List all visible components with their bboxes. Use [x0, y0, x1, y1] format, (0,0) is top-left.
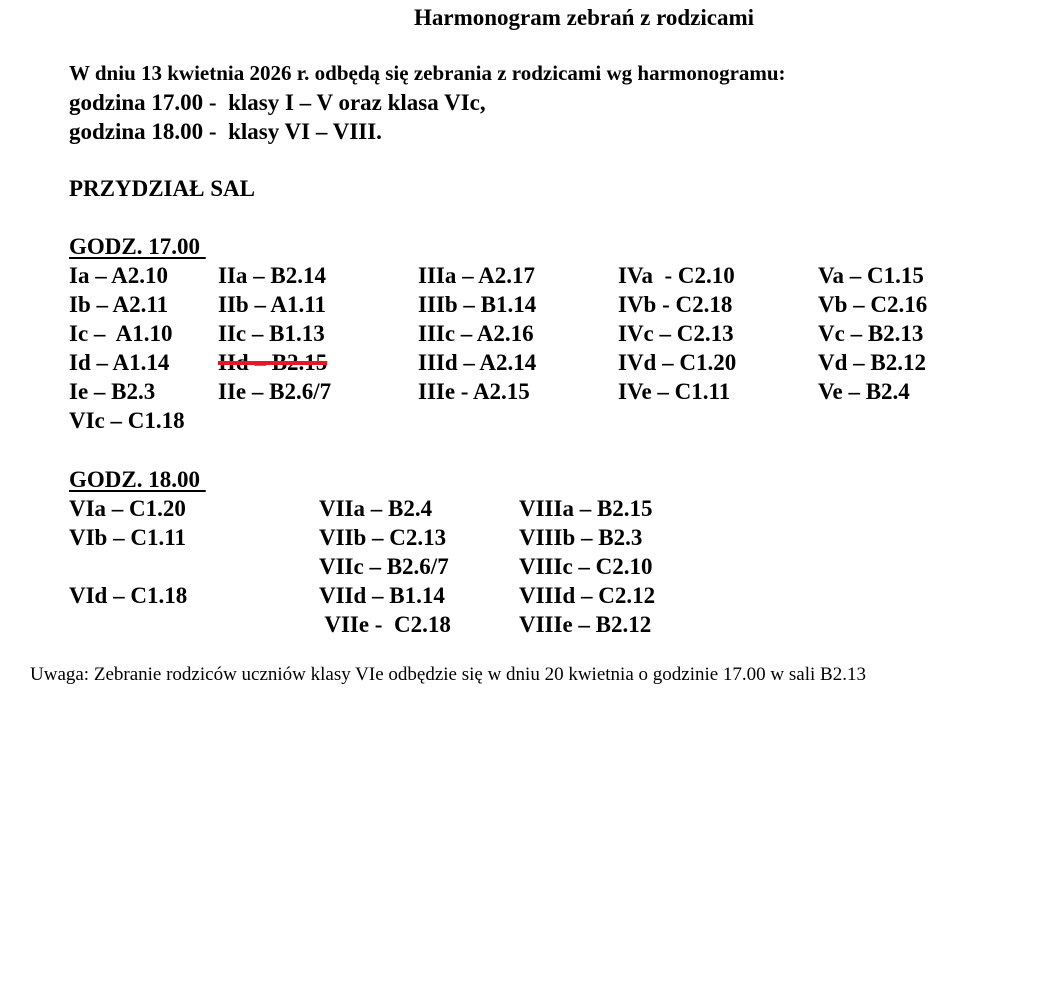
room-assignment: IIId – A2.14 [418, 350, 537, 375]
room-assignment: VIIb – C2.13 [319, 525, 447, 550]
room-assignment: VIIIa – B2.15 [519, 496, 653, 521]
room-assignment: Ia – A2.10 [69, 263, 169, 288]
room-assignment: VId – C1.18 [69, 583, 188, 608]
room-assignment: IVc – C2.13 [618, 321, 734, 346]
intro-line-18: godzina 18.00 - klasy VI – VIII. [69, 119, 382, 144]
room-assignment: VIIIe – B2.12 [519, 612, 652, 637]
room-assignment: Vb – C2.16 [818, 292, 928, 317]
room-assignment: Vc – B2.13 [818, 321, 924, 346]
room-assignment: VIId – B1.14 [319, 583, 445, 608]
room-assignment: IIIe - A2.15 [418, 379, 530, 404]
room-assignment: IIc – B1.13 [218, 321, 325, 346]
room-assignment: Ie – B2.3 [69, 379, 156, 404]
room-assignment: VIIa – B2.4 [319, 496, 433, 521]
room-assignment: IIIc – A2.16 [418, 321, 534, 346]
room-assignment: IIIb – B1.14 [418, 292, 537, 317]
group-18-heading: GODZ. 18.00 [69, 467, 206, 492]
intro-line-date: W dniu 13 kwietnia 2026 r. odbędą się zebrania z rodzicami wg harmonogramu: [69, 61, 786, 85]
room-assignment: VIIIc – C2.10 [519, 554, 653, 579]
page-title: Harmonogram zebrań z rodzicami [413, 5, 755, 30]
section-title: PRZYDZIAŁ SAL [69, 176, 255, 201]
room-assignment: IIb – A1.11 [218, 292, 327, 317]
room-assignment: VIc – C1.18 [69, 408, 185, 433]
room-assignment: IIIa – A2.17 [418, 263, 535, 288]
room-assignment: Va – C1.15 [818, 263, 924, 288]
room-assignment: IIa – B2.14 [218, 263, 326, 288]
room-assignment: VIIe - C2.18 [319, 612, 451, 637]
room-assignment: Id – A1.14 [69, 350, 170, 375]
room-assignment: Ic – A1.10 [69, 321, 173, 346]
note-text: Uwaga: Zebranie rodziców uczniów klasy VIe odbędzie się w dniu 20 kwietnia o godzinie 17.00 w sali B2.13 [30, 664, 866, 685]
room-assignment-struck: IId – B2.15 [218, 350, 328, 375]
room-assignment: IIe – B2.6/7 [218, 379, 332, 404]
room-assignment: Ve – B2.4 [818, 379, 910, 404]
room-assignment: IVe – C1.11 [618, 379, 731, 404]
room-assignment: VIb – C1.11 [69, 525, 186, 550]
room-assignment: Ib – A2.11 [69, 292, 169, 317]
room-assignment: Vd – B2.12 [818, 350, 926, 375]
room-assignment: VIIIb – B2.3 [519, 525, 643, 550]
room-assignment: VIIId – C2.12 [519, 583, 656, 608]
room-assignment: IVa - C2.10 [618, 263, 735, 288]
group-17-heading: GODZ. 17.00 [69, 234, 206, 259]
room-assignment: IVb - C2.18 [618, 292, 733, 317]
room-assignment: VIa – C1.20 [69, 496, 186, 521]
room-assignment: VIIc – B2.6/7 [319, 554, 449, 579]
room-assignment: IVd – C1.20 [618, 350, 737, 375]
intro-line-17: godzina 17.00 - klasy I – V oraz klasa VIc, [69, 90, 486, 115]
